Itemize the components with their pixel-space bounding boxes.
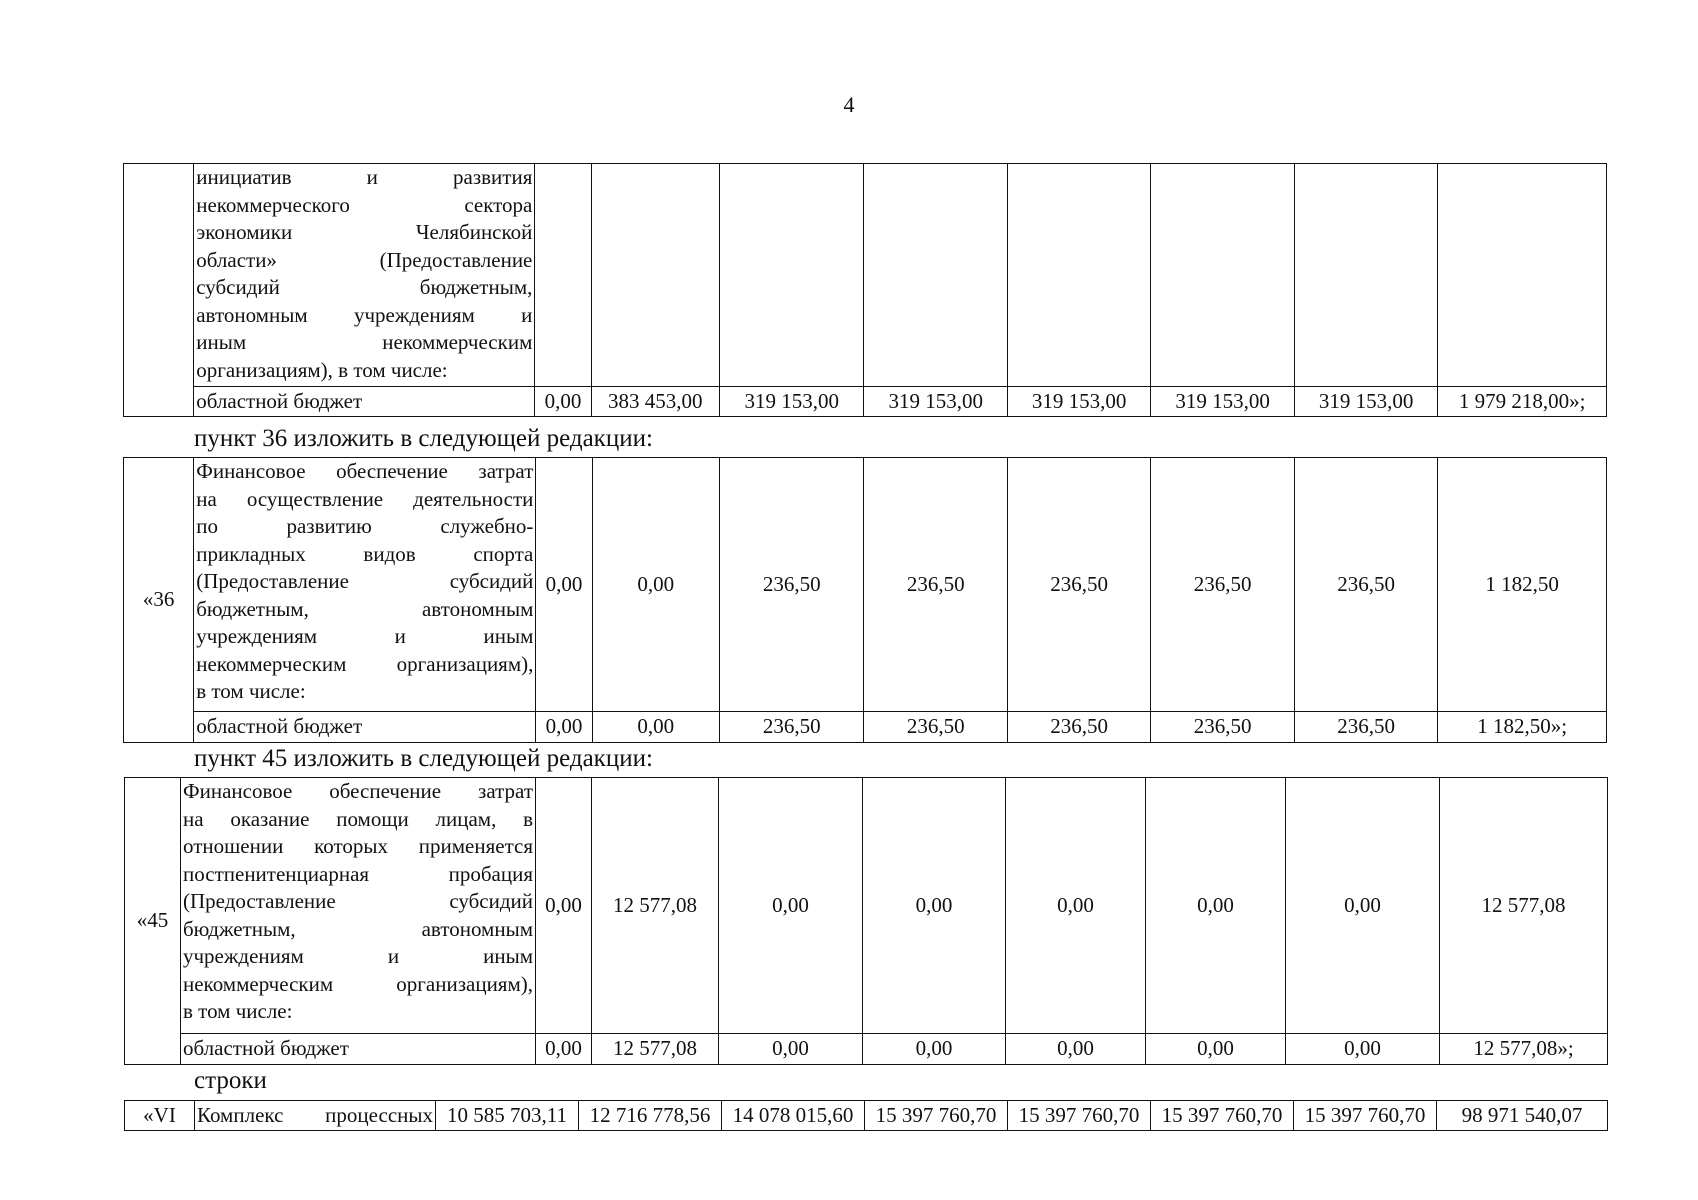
description-last-line: в том числе: [183,999,293,1023]
description-cell [181,778,536,1034]
value-cell: 236,50 [1007,458,1150,712]
value-cell: 12 577,08 [592,1034,719,1065]
value-cell: 0,00 [863,778,1006,1034]
value-cell: 236,50 [1151,712,1294,743]
value-cell: 383 453,00 [591,387,719,417]
description-line: отношении которых применяется [183,834,533,858]
value-cell: 236,50 [1294,712,1437,743]
table-row-budget [124,712,1607,743]
value-cell [864,164,1007,387]
value-cell: 0,00 [535,387,591,417]
value-cell: 236,50 [1151,458,1294,712]
value-cell: 12 716 778,56 [579,1101,722,1131]
value-cell: 0,00 [719,1034,863,1065]
instruction-text: пункт 36 изложить в следующей редакции: [194,425,653,452]
value-cell [719,164,863,387]
value-cell: 12 577,08 [592,778,719,1034]
description-last-line: в том числе: [196,679,306,703]
table-row [125,1101,1608,1131]
value-cell [1438,164,1607,387]
value-cell: 14 078 015,60 [722,1101,865,1131]
value-cell: 319 153,00 [1007,387,1150,417]
description-line: учреждениям и иным [196,624,534,648]
description-last-line: организациям), в том числе: [196,357,448,382]
value-cell: 10 585 703,11 [436,1101,579,1131]
value-cell: 236,50 [719,712,863,743]
table-continuation [123,163,1607,417]
description-line: области» (Предоставление [196,247,533,272]
row-number-cell: «36 [124,458,194,743]
value-cell: 1 182,50 [1438,458,1607,712]
value-cell: 98 971 540,07 [1437,1101,1608,1131]
value-cell: 0,00 [536,458,592,712]
description-line: учреждениям и иным [183,944,533,968]
section-label: Комплекс процессных [195,1101,436,1131]
description-line: некоммерческого сектора [196,192,533,217]
value-cell: 0,00 [1286,1034,1440,1065]
description-text [196,164,532,357]
value-cell: 0,00 [1146,778,1286,1034]
page-number: 4 [843,92,855,117]
description-line: экономики Челябинской [196,220,533,244]
value-cell: 15 397 760,70 [1151,1101,1294,1131]
value-cell: 1 979 218,00»; [1438,387,1607,417]
budget-label: областной бюджет [194,387,535,417]
description-line: по развитию служебно- [196,514,534,538]
value-cell: 319 153,00 [864,387,1007,417]
description-line: некоммерческим организациям), [183,971,533,996]
description-cell [194,458,536,712]
value-cell: 12 577,08 [1440,778,1608,1034]
description-line: субсидий бюджетным, [196,275,533,299]
description-line: Финансовое обеспечение затрат [196,459,534,483]
table-item-36 [123,457,1607,743]
value-cell: 236,50 [1007,712,1150,743]
description-line: постпенитенциарная пробация [183,861,533,886]
row-number-cell: «45 [125,778,181,1065]
value-cell [591,164,719,387]
description-line: автономным учреждениям и [196,302,533,327]
value-cell [1294,164,1437,387]
row-number-cell [124,164,194,417]
description-line: бюджетным, автономным [196,596,534,621]
instruction-text: строки [194,1067,267,1094]
description-line: (Предоставление субсидий [196,569,534,593]
value-cell: 15 397 760,70 [865,1101,1008,1131]
value-cell: 0,00 [719,778,863,1034]
value-cell [1151,164,1294,387]
value-cell: 0,00 [1286,778,1440,1034]
table-item-45 [124,777,1608,1065]
table-row-budget [124,387,1607,417]
description-line: (Предоставление субсидий [183,889,533,913]
value-cell: 15 397 760,70 [1008,1101,1151,1131]
value-cell: 15 397 760,70 [1294,1101,1437,1131]
value-cell: 236,50 [719,458,863,712]
value-cell [535,164,591,387]
value-cell: 0,00 [536,712,592,743]
description-line: на осуществление деятельности [196,486,534,511]
value-cell: 0,00 [1146,1034,1286,1065]
budget-label: областной бюджет [194,712,536,743]
value-cell: 236,50 [864,712,1007,743]
table-section-vi [124,1100,1608,1131]
table-row [124,458,1607,712]
table-row-budget [125,1034,1608,1065]
value-cell: 319 153,00 [1151,387,1294,417]
description-line: некоммерческим организациям), [196,651,534,676]
description-line: инициатив и развития [196,165,533,189]
description-cell [194,164,535,387]
value-cell: 0,00 [863,1034,1006,1065]
budget-label: областной бюджет [181,1034,536,1065]
description-text [196,458,533,678]
value-cell: 0,00 [592,712,719,743]
table-row [125,778,1608,1034]
value-cell: 319 153,00 [1294,387,1437,417]
description-line: Финансовое обеспечение затрат [183,779,533,803]
value-cell: 0,00 [1006,1034,1146,1065]
value-cell: 0,00 [592,458,719,712]
value-cell: 319 153,00 [719,387,863,417]
value-cell: 12 577,08»; [1440,1034,1608,1065]
description-line: бюджетным, автономным [183,916,533,941]
table-row [124,164,1607,387]
instruction-text: пункт 45 изложить в следующей редакции: [194,745,653,772]
description-line: иным некоммерческим [196,330,533,354]
value-cell: 0,00 [536,778,592,1034]
value-cell: 236,50 [1294,458,1437,712]
value-cell [1007,164,1150,387]
description-line: на оказание помощи лицам, в [183,806,533,831]
description-text [183,778,533,998]
value-cell: 0,00 [536,1034,592,1065]
value-cell: 0,00 [1006,778,1146,1034]
value-cell: 236,50 [864,458,1007,712]
description-line: прикладных видов спорта [196,541,534,566]
value-cell: 1 182,50»; [1438,712,1607,743]
row-number-cell: «VI [125,1101,195,1131]
